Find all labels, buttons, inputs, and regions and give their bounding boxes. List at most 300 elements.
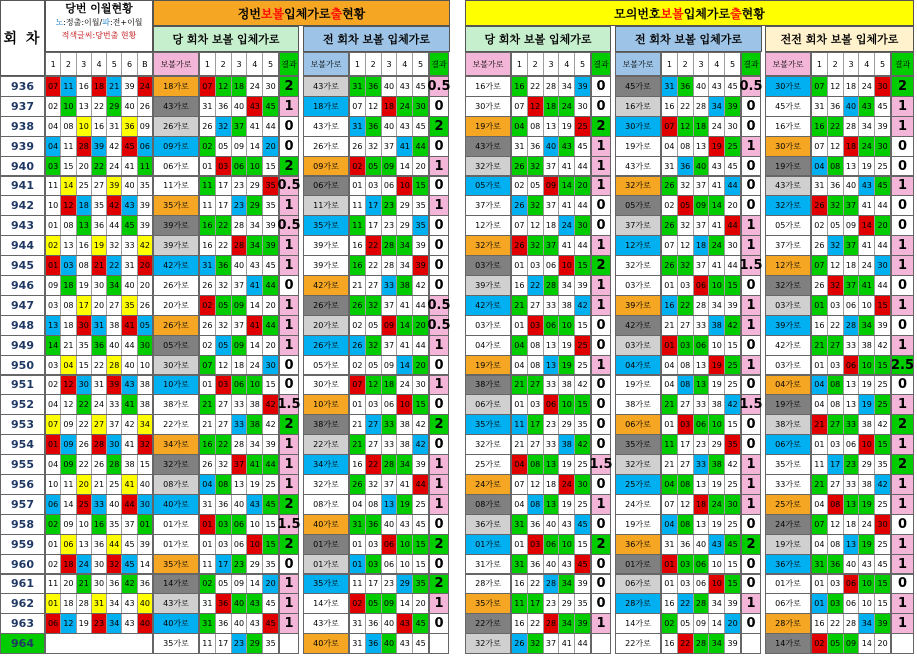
number-cell: 36 — [138, 575, 152, 594]
result-value: 1 — [891, 394, 914, 415]
number-cell: 40 — [232, 594, 248, 613]
number-cell: 14 — [247, 336, 263, 355]
number-cell: 29 — [559, 594, 575, 613]
number-cell: 15 — [575, 535, 590, 554]
number-cell: 45 — [122, 216, 137, 235]
number-cell: 20 — [575, 177, 590, 196]
round-number: 955 — [0, 454, 45, 475]
number-cell: 43 — [122, 614, 137, 633]
number-cell: 22 — [92, 356, 107, 375]
number-cell: 45 — [122, 535, 137, 554]
number-cell: 43 — [709, 157, 725, 176]
result-value: 1 — [279, 574, 299, 595]
number-cell: 33 — [844, 415, 860, 434]
number-cell: 3 — [382, 53, 398, 75]
number-cell: 21 — [200, 415, 216, 434]
number-cell: 03 — [828, 296, 844, 315]
number-cell: 28 — [544, 614, 560, 633]
number-cell: 45 — [725, 157, 740, 176]
number-cell: 15 — [413, 177, 428, 196]
number-cell: 31 — [812, 555, 828, 574]
bobol-label: 19가로 — [765, 534, 811, 555]
number-cell: 15 — [263, 515, 278, 534]
number-cell: 34 — [559, 575, 575, 594]
number-cell: 35 — [122, 296, 137, 315]
number-cell: 44 — [575, 634, 590, 653]
number-cell: 29 — [709, 435, 725, 454]
number-cell: 04 — [512, 495, 528, 514]
bobol-numbers — [511, 434, 591, 455]
number-cell: 43 — [122, 376, 137, 395]
bobol-label: 37가로 — [615, 215, 661, 236]
number-cell: 27 — [528, 376, 544, 395]
number-cell: 45 — [413, 77, 428, 96]
number-cell: 08 — [528, 356, 544, 375]
bobol-label: 04가로 — [465, 335, 511, 356]
number-cell: 42 — [138, 236, 152, 255]
number-cell: 07 — [812, 137, 828, 156]
number-cell: 45 — [413, 515, 428, 534]
number-cell: 44 — [725, 177, 740, 196]
number-cell: 04 — [662, 475, 678, 494]
number-cell: 34 — [247, 236, 263, 255]
number-cell: 16 — [77, 236, 92, 255]
bobol-label: 01가로 — [303, 554, 349, 575]
number-cell: 04 — [61, 356, 76, 375]
number-cell: 43 — [397, 515, 413, 534]
number-cell: 26 — [812, 196, 828, 215]
number-cell: 41 — [859, 276, 875, 295]
winning-numbers — [45, 76, 153, 97]
result-value: 2 — [279, 494, 299, 515]
bobol-numbers — [511, 176, 591, 197]
result-value: 0 — [429, 235, 449, 256]
number-cell: 5 — [580, 59, 586, 69]
number-cell: 32 — [216, 276, 232, 295]
result-value: 1 — [891, 255, 914, 276]
number-cell: 42 — [413, 415, 428, 434]
bobol-label: 25가로 — [615, 474, 661, 495]
number-cell: 08 — [678, 475, 694, 494]
result-value: 0 — [741, 574, 761, 595]
number-cell: 36 — [92, 535, 107, 554]
number-cell: 03 — [366, 555, 382, 574]
bobol-label: 16가로 — [765, 116, 811, 137]
bobol-numbers — [811, 355, 891, 376]
number-cell: 36 — [828, 555, 844, 574]
bobol-label: 12가로 — [465, 215, 511, 236]
bobol-numbers — [661, 136, 741, 157]
number-cell: 37 — [694, 177, 710, 196]
bobol-numbers — [661, 315, 741, 336]
number-cell: 23 — [544, 415, 560, 434]
bobol-label: 05가로 — [465, 176, 511, 197]
result-value: 2 — [429, 574, 449, 595]
number-cell: 21 — [812, 336, 828, 355]
result-value: 1 — [429, 474, 449, 495]
number-cell: 29 — [247, 555, 263, 574]
winning-numbers — [45, 215, 153, 236]
number-cell: 16 — [350, 455, 366, 474]
number-cell: 06 — [544, 535, 560, 554]
number-cell: 02 — [46, 97, 61, 116]
number-cell: 22 — [828, 117, 844, 136]
number-cell: 35 — [575, 415, 590, 434]
number-cell: 05 — [828, 634, 844, 653]
number-cell: 43 — [859, 555, 875, 574]
number-cell: 23 — [232, 555, 248, 574]
number-cell: 13 — [77, 216, 92, 235]
number-cell: 42 — [725, 395, 740, 414]
number-cell: 21 — [812, 415, 828, 434]
number-cell: 42 — [413, 435, 428, 454]
number-cell: 38 — [138, 395, 152, 414]
bobol-numbers — [511, 136, 591, 157]
number-cell: 34 — [247, 435, 263, 454]
number-cell: 13 — [382, 495, 398, 514]
result-value: 1 — [429, 195, 449, 216]
round-column-header — [0, 0, 45, 76]
number-cell: 04 — [512, 336, 528, 355]
bobol-numbers — [661, 176, 741, 197]
number-cell: 26 — [512, 634, 528, 653]
number-cell: 04 — [46, 117, 61, 136]
bobol-label: 01가로 — [153, 514, 199, 535]
number-cell: 16 — [812, 117, 828, 136]
number-cell: 01 — [200, 515, 216, 534]
number-cell: 30 — [107, 435, 122, 454]
number-cell: 37 — [694, 256, 710, 275]
result-value: 0 — [279, 136, 299, 157]
number-cell: 06 — [232, 515, 248, 534]
number-cell: 3 — [694, 53, 710, 75]
number-cell: 22 — [366, 256, 382, 275]
number-cell: 16 — [812, 614, 828, 633]
number-cell: 09 — [844, 634, 860, 653]
number-cell: 27 — [828, 336, 844, 355]
number-cell: 06 — [844, 356, 860, 375]
bobol-label: 26가로 — [153, 116, 199, 137]
number-cell: 28 — [107, 356, 122, 375]
number-cell: 01 — [200, 535, 216, 554]
bobol-label: 20가로 — [153, 295, 199, 316]
number-cell: 4 — [247, 53, 263, 75]
number-cell: 03 — [216, 515, 232, 534]
number-cell: 27 — [366, 276, 382, 295]
number-cell: 08 — [528, 455, 544, 474]
number-cell: 35 — [413, 575, 428, 594]
number-cell: 34 — [138, 415, 152, 434]
round-number: 941 — [0, 176, 45, 197]
number-cell: 41 — [559, 634, 575, 653]
number-cell: 19 — [77, 276, 92, 295]
bobol-numbers — [511, 534, 591, 555]
number-cell: 06 — [232, 535, 248, 554]
number-cell: 16 — [512, 77, 528, 96]
number-cell: 11 — [350, 216, 366, 235]
round-number: 950 — [0, 355, 45, 376]
number-cell: 36 — [528, 515, 544, 534]
number-cell: 40 — [544, 555, 560, 574]
number-cell: 18 — [844, 515, 860, 534]
number-cell: 35 — [92, 196, 107, 215]
number-cell: 36 — [92, 216, 107, 235]
number-cell: 19 — [559, 117, 575, 136]
number-cell: 02 — [200, 137, 216, 156]
result-value: 2 — [591, 116, 611, 137]
bobol-numbers — [199, 255, 279, 276]
number-cell: 01 — [662, 336, 678, 355]
number-cell: 42 — [413, 276, 428, 295]
number-cell: 24 — [709, 495, 725, 514]
bobol-numbers — [199, 275, 279, 296]
winning-numbers — [45, 295, 153, 316]
number-cell: 29 — [559, 415, 575, 434]
number-cell: 33 — [122, 236, 137, 255]
result-value: 0 — [741, 613, 761, 634]
number-cell: 19 — [859, 395, 875, 414]
number-cell: 39 — [263, 236, 278, 255]
bobol-numbers — [349, 275, 429, 296]
number-cell: 02 — [46, 376, 61, 395]
number-cell: 33 — [844, 475, 860, 494]
winning-box-legend1: 노:정출:이월/파:전+이월 — [55, 18, 143, 27]
result-value: 0 — [591, 96, 611, 117]
number-cell: 13 — [61, 236, 76, 255]
number-cell: 40 — [844, 177, 860, 196]
number-cell: 25 — [725, 515, 740, 534]
number-cell: 31 — [92, 316, 107, 335]
number-cell: 29 — [397, 575, 413, 594]
bobol-numbers — [811, 235, 891, 256]
result-value: 1 — [429, 494, 449, 515]
number-cell: 39 — [263, 435, 278, 454]
bobol-numbers — [661, 534, 741, 555]
number-cell: 17 — [77, 296, 92, 315]
bobol-label: 42가로 — [303, 275, 349, 296]
bobol-numbers — [199, 295, 279, 316]
number-cell: 44 — [122, 495, 137, 514]
result-value: 1 — [891, 96, 914, 117]
number-cell: 24 — [859, 515, 875, 534]
number-cell: 26 — [512, 236, 528, 255]
number-cell: 05 — [828, 216, 844, 235]
number-cell: 20 — [263, 575, 278, 594]
number-cell: 30 — [575, 216, 590, 235]
number-cell: 10 — [247, 535, 263, 554]
number-cell: 15 — [725, 415, 740, 434]
number-cell: 32 — [528, 157, 544, 176]
number-cell: 20 — [413, 316, 428, 335]
result-value: 0 — [591, 554, 611, 575]
number-cell: 15 — [875, 575, 890, 594]
number-cell: 15 — [875, 296, 890, 315]
result-value: 1 — [591, 235, 611, 256]
number-cell: 19 — [92, 236, 107, 255]
bobol-label: 19가로 — [465, 116, 511, 137]
bobol-numbers — [349, 215, 429, 236]
number-cell: 45 — [875, 555, 890, 574]
number-cell: 06 — [844, 435, 860, 454]
number-cell: 23 — [382, 575, 398, 594]
number-cell: 16 — [92, 515, 107, 534]
bobol-numbers — [199, 335, 279, 356]
number-cell: 25 — [875, 376, 890, 395]
number-cell: 28 — [544, 276, 560, 295]
result-value: 2 — [279, 76, 299, 97]
number-cell: 06 — [694, 276, 710, 295]
bobol-numbers — [661, 195, 741, 216]
number-cell: 42 — [875, 336, 890, 355]
bobol-label: 35가로 — [153, 195, 199, 216]
number-cell: 01 — [812, 296, 828, 315]
number-cell: 04 — [812, 535, 828, 554]
bobol-label: 01가로 — [303, 534, 349, 555]
number-cell: 13 — [694, 376, 710, 395]
number-cell: 19 — [559, 495, 575, 514]
bobol-label: 35가로 — [615, 434, 661, 455]
number-cell: 11 — [61, 77, 76, 96]
number-cell: 44 — [725, 256, 740, 275]
number-cell: 36 — [216, 614, 232, 633]
bobol-numbers — [811, 156, 891, 177]
number-cell: 23 — [544, 594, 560, 613]
bobol-label: 16가로 — [615, 96, 661, 117]
number-cell: 27 — [828, 415, 844, 434]
number-cell: 10 — [247, 376, 263, 395]
number-cell: 28 — [844, 614, 860, 633]
result-value: 1 — [891, 534, 914, 555]
bobol-numbers — [199, 375, 279, 396]
number-cell: 44 — [575, 157, 590, 176]
number-cell: 41 — [122, 475, 137, 494]
number-cell: 22 — [528, 614, 544, 633]
number-cell: 43 — [559, 555, 575, 574]
bobol-numbers — [811, 215, 891, 236]
number-cell: 07 — [662, 236, 678, 255]
number-cell: 08 — [828, 395, 844, 414]
result-value: 0 — [591, 215, 611, 236]
bobol-label: 32가로 — [765, 275, 811, 296]
bobol-numbers — [661, 275, 741, 296]
result-value: 1 — [429, 593, 449, 614]
number-cell: 34 — [859, 316, 875, 335]
number-cell: 35 — [875, 455, 890, 474]
result-value: 1 — [279, 255, 299, 276]
number-cell: 38 — [709, 455, 725, 474]
number-cell: 10 — [859, 435, 875, 454]
bobol-numbers — [511, 554, 591, 575]
bobol-label: 26가로 — [303, 335, 349, 356]
number-cell: 05 — [138, 316, 152, 335]
number-cell: 36 — [366, 634, 382, 653]
prev2-pos-header — [661, 52, 741, 76]
number-cell: 01 — [200, 376, 216, 395]
number-cell: 08 — [678, 515, 694, 534]
bobol-numbers — [511, 295, 591, 316]
number-cell: 20 — [413, 594, 428, 613]
bobol-numbers — [511, 156, 591, 177]
number-cell: 10 — [397, 395, 413, 414]
number-cell: 16 — [512, 614, 528, 633]
bobol-numbers — [661, 116, 741, 137]
bobol-numbers — [511, 355, 591, 376]
bobol-numbers — [199, 534, 279, 555]
number-cell: 13 — [232, 475, 248, 494]
number-cell: 06 — [382, 535, 398, 554]
number-cell: 38 — [709, 395, 725, 414]
number-cell: 22 — [77, 415, 92, 434]
number-cell: 20 — [263, 336, 278, 355]
number-cell: 22 — [216, 216, 232, 235]
number-cell: 31 — [662, 77, 678, 96]
number-cell: 38 — [397, 276, 413, 295]
number-cell: 21 — [200, 395, 216, 414]
number-cell: 23 — [694, 435, 710, 454]
bobol-numbers — [661, 514, 741, 535]
number-cell: 43 — [247, 614, 263, 633]
number-cell: 01 — [812, 594, 828, 613]
number-cell: 18 — [694, 495, 710, 514]
result-column-header: 결과 — [429, 52, 449, 76]
number-cell: 38 — [559, 296, 575, 315]
winning-numbers — [45, 96, 153, 117]
bobol-numbers — [811, 633, 891, 654]
number-cell: 21 — [61, 336, 76, 355]
number-cell: 30 — [875, 515, 890, 534]
number-cell: 42 — [122, 415, 137, 434]
bobol-label: 25가로 — [465, 454, 511, 475]
number-cell: 44 — [575, 236, 590, 255]
number-cell: 40 — [694, 77, 710, 96]
bobol-label: 01가로 — [465, 534, 511, 555]
bobol-numbers — [811, 375, 891, 396]
bobol-numbers — [511, 394, 591, 415]
round-number: 938 — [0, 116, 45, 137]
round-number: 959 — [0, 534, 45, 555]
bobol-label: 30가로 — [765, 76, 811, 97]
number-cell: 28 — [232, 435, 248, 454]
number-cell: 39 — [413, 455, 428, 474]
number-cell: 40 — [122, 177, 137, 196]
round-number: 947 — [0, 295, 45, 316]
bobol-column-header: 보볼가로 — [465, 52, 511, 76]
number-cell: 09 — [382, 157, 398, 176]
number-cell: 44 — [263, 455, 278, 474]
number-cell: 26 — [138, 97, 152, 116]
number-cell: 03 — [46, 296, 61, 315]
number-cell: 34 — [859, 117, 875, 136]
number-cell: 18 — [61, 555, 76, 574]
number-cell: 20 — [77, 475, 92, 494]
number-cell: 22 — [678, 296, 694, 315]
bobol-label: 19가로 — [615, 514, 661, 535]
result-value: 0 — [891, 315, 914, 336]
number-cell: 44 — [413, 296, 428, 315]
number-cell: 19 — [397, 495, 413, 514]
number-cell: 11 — [46, 575, 61, 594]
number-cell: 09 — [232, 575, 248, 594]
bobol-numbers — [511, 315, 591, 336]
number-cell: 19 — [559, 336, 575, 355]
number-cell: 41 — [559, 236, 575, 255]
winning-numbers — [45, 136, 153, 157]
number-cell: 32 — [107, 555, 122, 574]
bobol-column-header: 보볼가로 — [303, 52, 349, 76]
number-cell: 12 — [216, 77, 232, 96]
result-value: 0 — [429, 554, 449, 575]
winning-numbers — [45, 454, 153, 475]
